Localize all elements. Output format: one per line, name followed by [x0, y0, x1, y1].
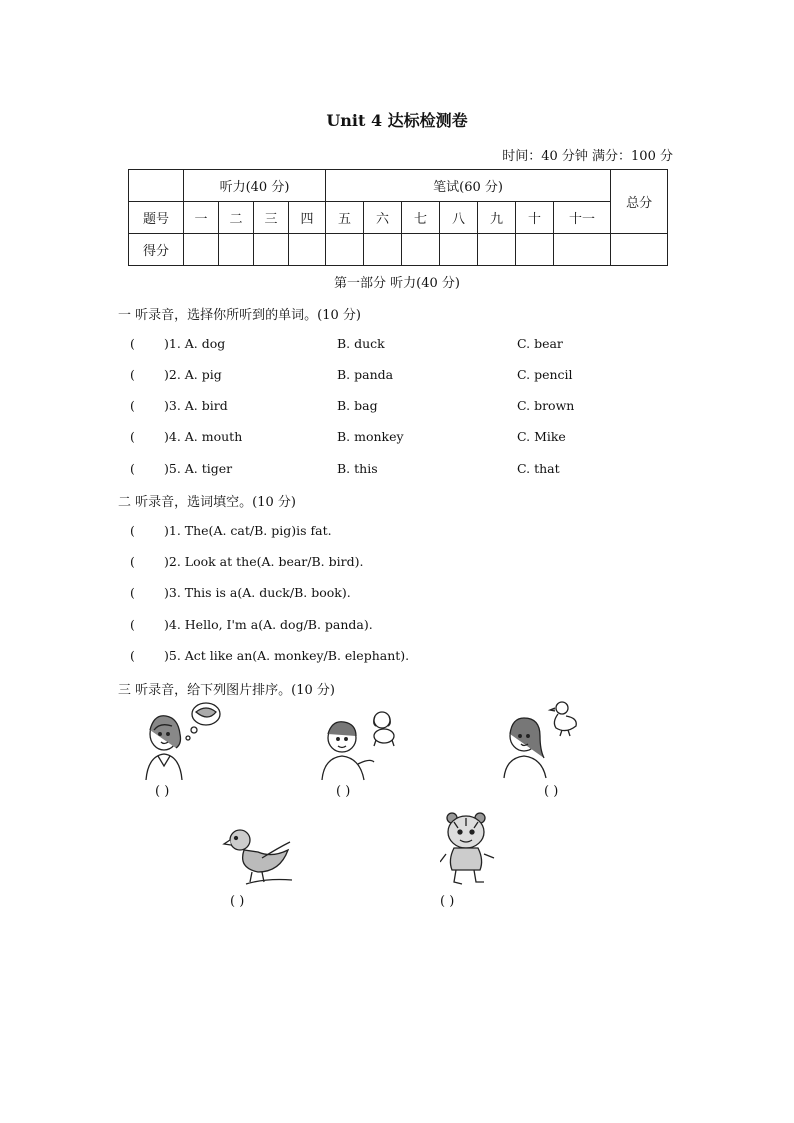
col-number: 十: [516, 202, 554, 234]
score-cell[interactable]: [184, 234, 219, 266]
writing-header: 笔试(60 分): [326, 170, 611, 202]
part-one-heading: 第一部分 听力(40 分): [334, 276, 460, 291]
table-corner: [129, 170, 184, 202]
score-cell[interactable]: [326, 234, 364, 266]
answer-blank[interactable]: ( ): [336, 784, 351, 799]
section1-title: 一 听录音，选择你所听到的单词。(10 分): [118, 308, 361, 323]
answer-blank[interactable]: ( ): [155, 784, 170, 799]
col-number: 五: [326, 202, 364, 234]
answer-blank[interactable]: ( ): [230, 894, 245, 909]
col-number: 四: [289, 202, 326, 234]
score-cell[interactable]: [219, 234, 254, 266]
score-table: [128, 169, 668, 266]
score-cell[interactable]: [402, 234, 440, 266]
time-score-info: 时间：40 分钟 满分：100 分: [502, 149, 673, 164]
tiger-picture: [440, 808, 498, 888]
score-cell[interactable]: [254, 234, 289, 266]
answer-blank[interactable]: ( ): [544, 784, 559, 799]
row-label-score: 得分: [129, 234, 184, 266]
answer-blank[interactable]: ( ): [440, 894, 455, 909]
col-number: 八: [440, 202, 478, 234]
section3-title: 三 听录音，给下列图片排序。(10 分): [118, 683, 335, 698]
total-score-cell[interactable]: [611, 234, 668, 266]
score-cell[interactable]: [554, 234, 611, 266]
boy-with-dog-picture: [318, 706, 402, 782]
score-cell[interactable]: [478, 234, 516, 266]
col-number: 一: [184, 202, 219, 234]
section2-title: 二 听录音，选词填空。(10 分): [118, 495, 296, 510]
listening-header: 听力(40 分): [184, 170, 326, 202]
col-number: 二: [219, 202, 254, 234]
row-label-number: 题号: [129, 202, 184, 234]
score-cell[interactable]: [440, 234, 478, 266]
score-cell[interactable]: [516, 234, 554, 266]
score-cell[interactable]: [364, 234, 402, 266]
bird-picture: [222, 822, 294, 888]
col-number: 六: [364, 202, 402, 234]
total-header: 总分: [611, 170, 668, 234]
col-number: 十一: [554, 202, 611, 234]
girl-with-animal-picture: [136, 700, 226, 782]
col-number: 九: [478, 202, 516, 234]
score-cell[interactable]: [289, 234, 326, 266]
col-number: 七: [402, 202, 440, 234]
girl-with-duck-picture: [500, 696, 584, 780]
col-number: 三: [254, 202, 289, 234]
page-title: Unit 4 达标检测卷: [326, 111, 468, 130]
